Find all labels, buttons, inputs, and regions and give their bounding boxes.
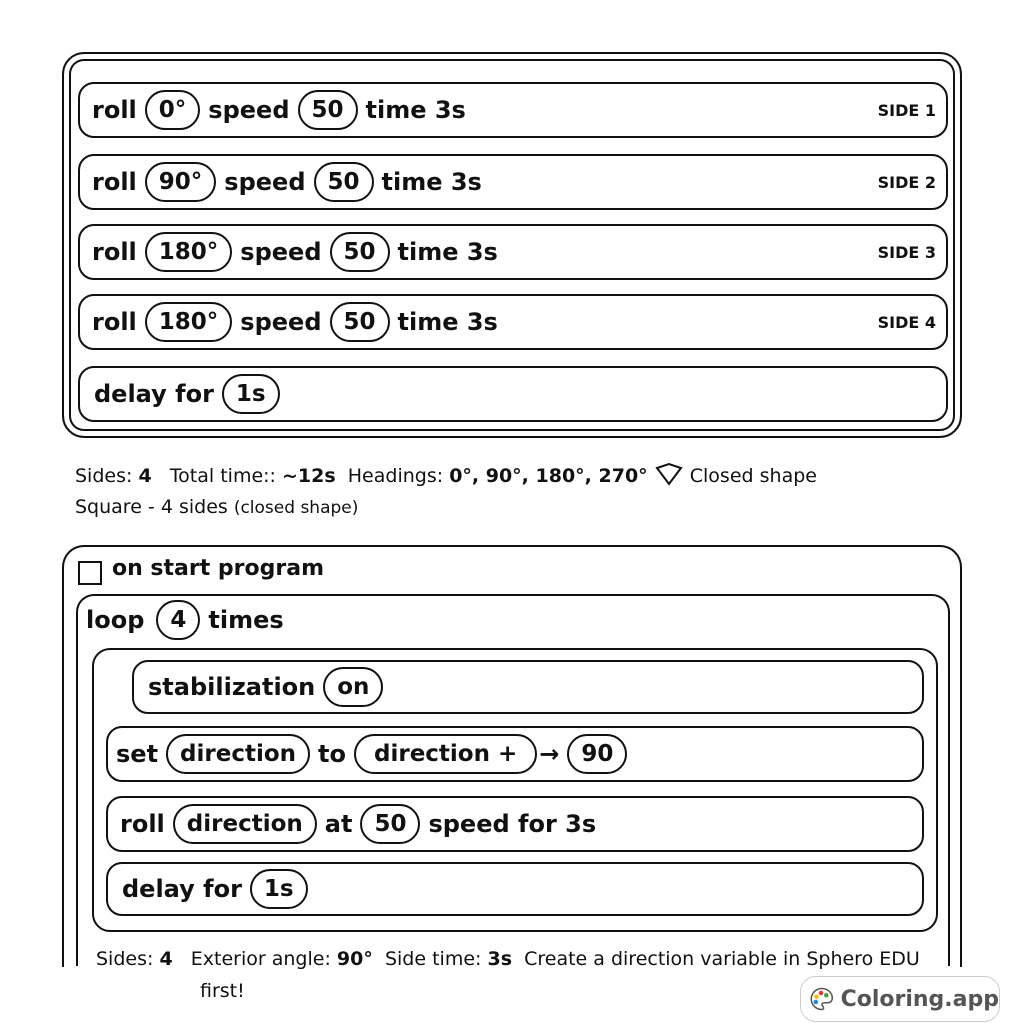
roll-variable[interactable]: direction [173,804,317,844]
stabilization-block[interactable] [132,660,924,714]
roll-label: roll [92,308,137,336]
roll-row-3[interactable] [78,224,948,280]
summary-line-2 [75,496,358,518]
side-time: 3s [487,948,513,970]
roll-label: roll [120,810,165,838]
stabilization-label: stabilization [148,673,316,701]
roll-row-1[interactable] [78,82,948,138]
loop-delay-label: delay for [122,875,242,903]
sides-value: 4 [138,465,152,487]
stabilization-value[interactable]: on [323,667,383,707]
footer-note: Create a direction variable in Sphero EDU [524,948,920,970]
side-label: SIDE 2 [877,172,936,192]
headings-label: Headings: [347,465,444,487]
time-label: Total time:: [169,465,276,487]
exterior-angle-label: Exterior angle: [190,948,331,970]
side-label: SIDE 4 [877,312,936,332]
sides-label: Sides: [75,465,133,487]
arrow-icon: → [539,740,560,768]
speed-label: speed [240,308,322,336]
coloring-app-badge[interactable] [800,976,1000,1022]
footer-line [96,948,920,970]
speed-label: speed [240,238,322,266]
roll-label: roll [92,96,137,124]
roll-label: roll [92,238,137,266]
headings-value: 0°, 90°, 180°, 270° [449,465,648,487]
palette-icon [809,982,835,1016]
time-label: time 3s [381,168,482,196]
exterior-angle: 90° [336,948,373,970]
set-label: set [116,740,159,768]
shape-note: (closed shape) [233,498,359,518]
roll-speed[interactable]: 50 [360,804,420,844]
heading-value[interactable]: 180° [145,302,233,342]
loop-count[interactable]: 4 [156,600,200,640]
speed-value[interactable]: 50 [298,90,358,130]
side-label: SIDE 1 [877,100,936,120]
delay-block[interactable] [78,366,948,422]
delay-label: delay for [94,380,214,408]
badge-text: Coloring.app [840,986,999,1012]
set-value[interactable]: 90 [567,734,627,774]
roll-row-4[interactable] [78,294,948,350]
loop-label: loop [86,606,145,634]
roll-row-2[interactable] [78,154,948,210]
heading-value[interactable]: 0° [145,90,201,130]
closed-shape-label: Closed shape [689,465,817,487]
side-label: SIDE 3 [877,242,936,262]
speed-value[interactable]: 50 [330,232,390,272]
speed-label: speed [224,168,306,196]
footer-sides: 4 [159,948,173,970]
heading-value[interactable]: 90° [145,162,217,202]
roll-block[interactable] [106,796,924,852]
roll-at-label: at [324,810,353,838]
roll-label: roll [92,168,137,196]
loop-delay-value[interactable]: 1s [250,869,308,909]
loop-header [86,600,284,640]
start-checkbox[interactable] [78,561,102,585]
set-to-label: to [318,740,346,768]
side-time-label: Side time: [384,948,482,970]
set-variable[interactable]: direction [166,734,310,774]
time-value: ~12s [282,465,336,487]
delay-value[interactable]: 1s [222,374,280,414]
set-block[interactable] [106,726,924,782]
heading-value[interactable]: 180° [145,232,233,272]
speed-value[interactable]: 50 [330,302,390,342]
speed-label: speed [208,96,290,124]
start-label: on start program [112,556,324,581]
set-expression[interactable]: direction + [354,734,537,774]
footer-note-2: first! [200,980,245,1002]
footer-sides-label: Sides: [96,948,154,970]
time-label: time 3s [397,238,498,266]
shape-name: Square - 4 sides [75,496,228,518]
speed-value[interactable]: 50 [314,162,374,202]
summary-line [75,462,817,487]
time-label: time 3s [397,308,498,336]
loop-times-label: times [208,606,284,634]
roll-rest-label: speed for 3s [428,810,597,838]
time-label: time 3s [365,96,466,124]
loop-delay-block[interactable] [106,862,924,916]
shield-shape-icon [654,462,684,486]
